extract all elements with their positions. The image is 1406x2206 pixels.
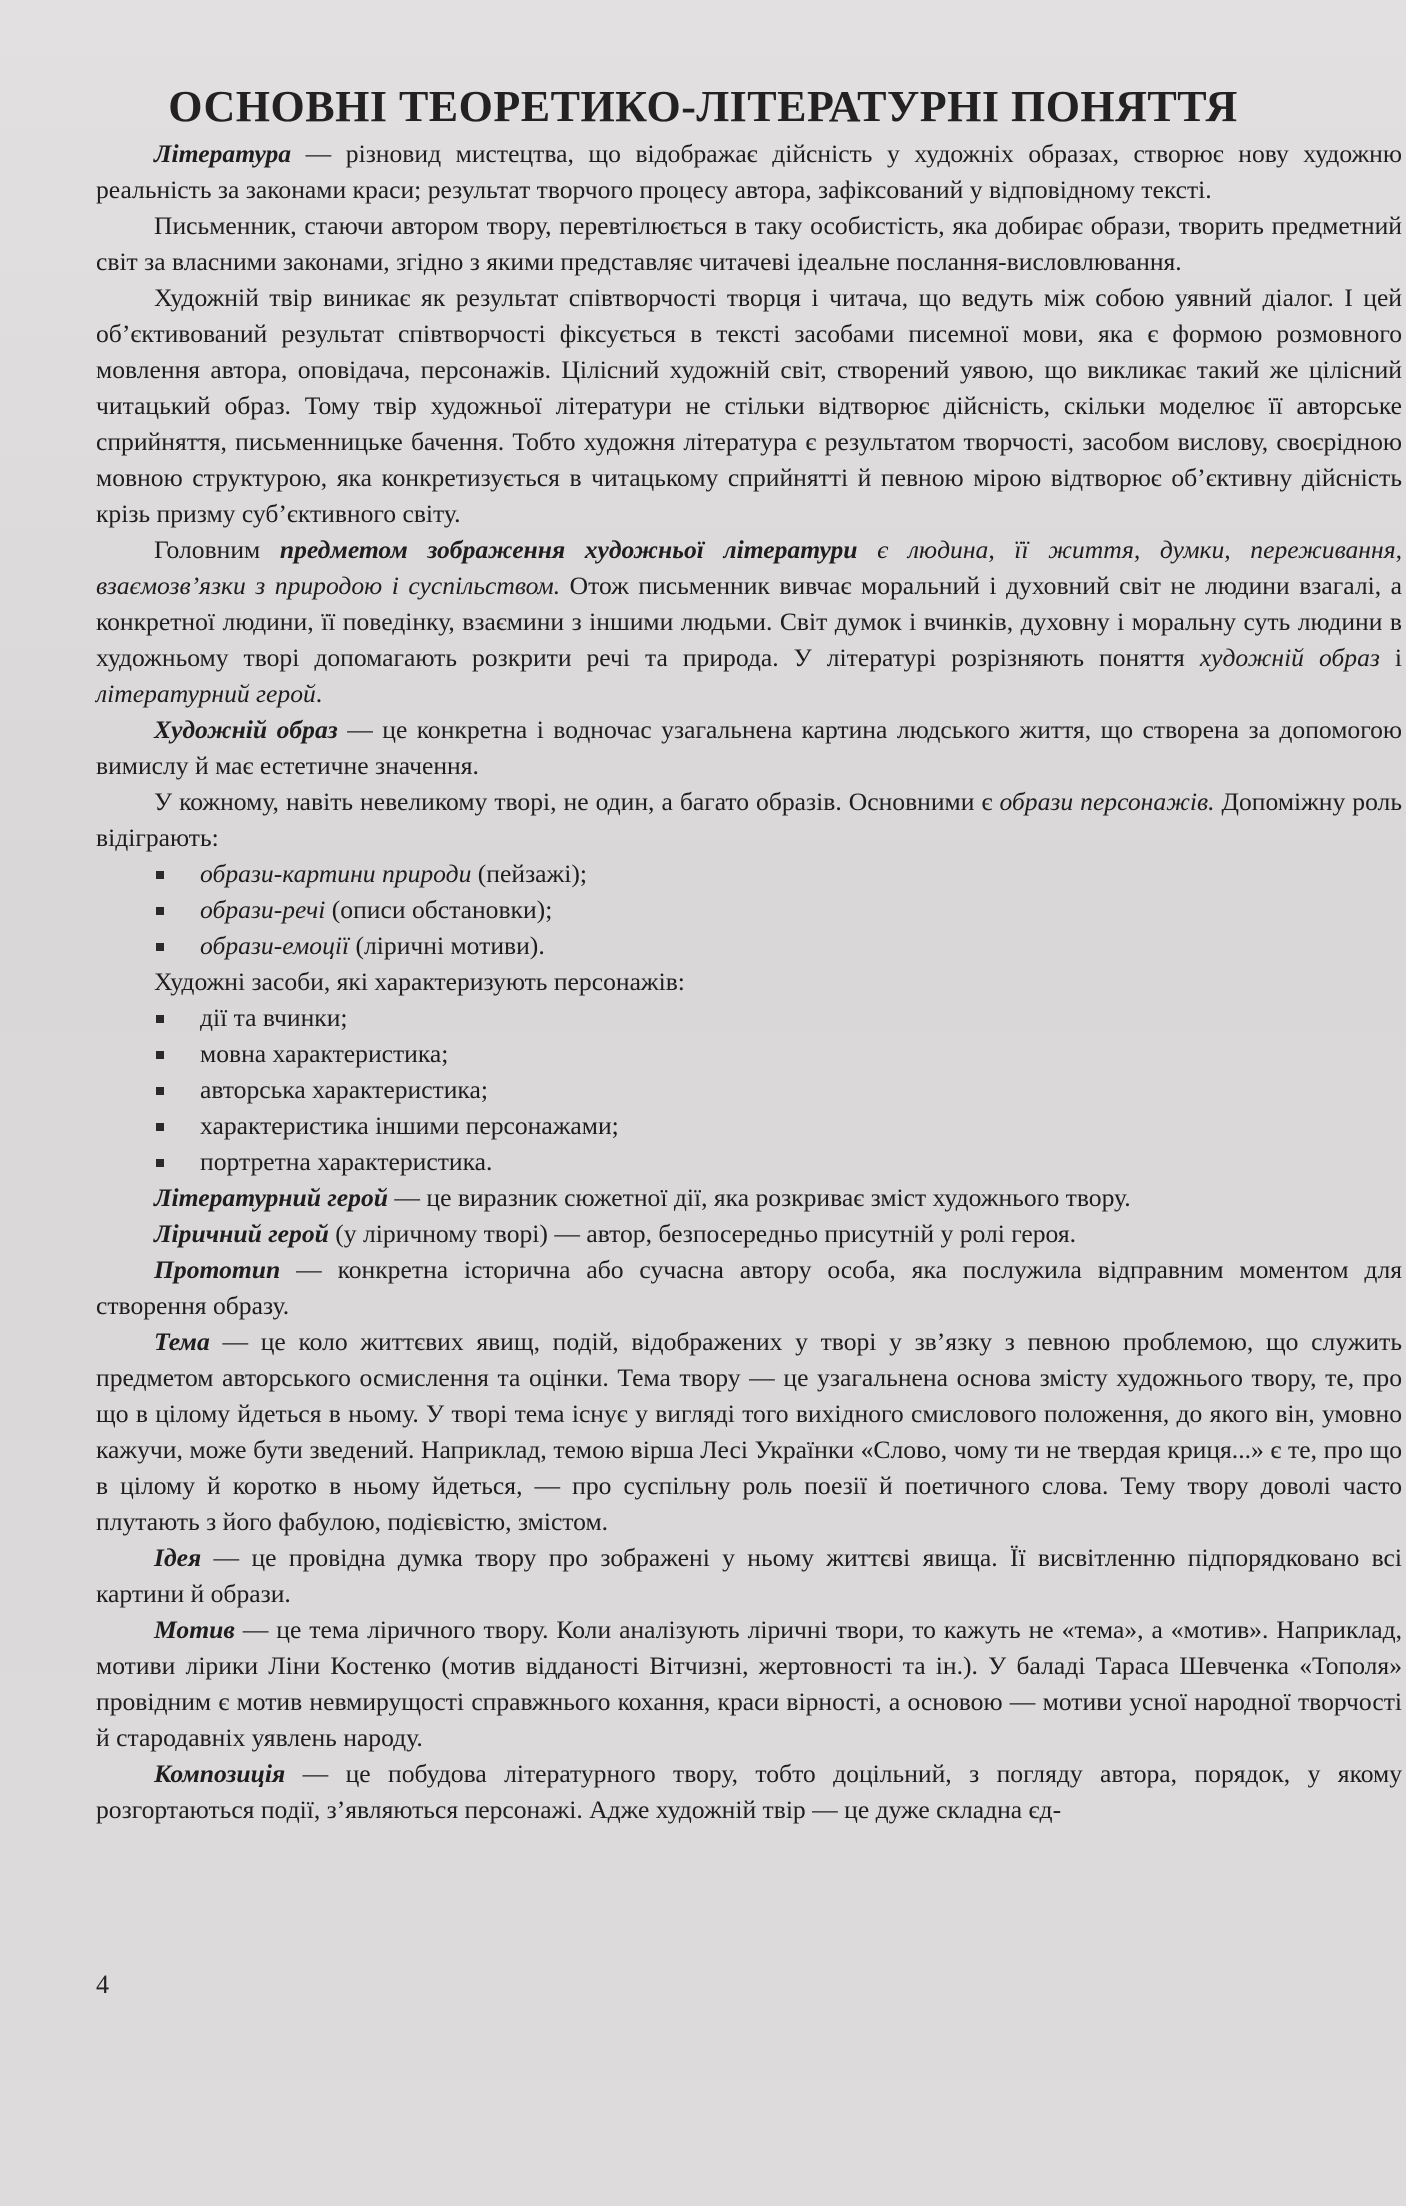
term-theme: Тема: [154, 1327, 210, 1356]
paragraph-theme: Тема — це коло життєвих явищ, подій, відображених у творі у зв’язку з певною проблемою, що служить предметом авторського осмислення та оцінки. Тема твору — це узагальнена основа змісту художнього твору, те, про що в цілому йдеться в ньому. У творі тема існує у вигляді того вихідного смислового положення, до якого він, умовно кажучи, може бути зведений. Наприклад, темою вірша Лесі Українки «Слово, чому ти не твердая криця...» є те, про що в цілому й коротко в ньому йдеться, — про суспільну роль поезії й поетичного слова. Тему твору доволі часто плутають з його фабулою, подієвістю, змістом.: [96, 1327, 1402, 1536]
term-composition: Композиція: [154, 1759, 286, 1788]
list-item: дії та вчинки;: [154, 1000, 1402, 1036]
list-item: образи-емоції (ліричні мотиви).: [154, 928, 1402, 964]
paragraph-composition: Композиція — це побудова літературного твору, тобто доцільний, з погляду автора, порядок, у якому розгортаються події, з’являються персонажі. Адже художній твір — це дуже складна єд-: [96, 1759, 1402, 1824]
definition-literature: — різновид мистецтва, що відображає дійсність у художніх образах, створює нову художню реальність за законами краси; результат творчого процесу автора, зафіксований у відповідному тексті.: [96, 139, 1402, 204]
paragraph-prototype: Прототип — конкретна історична або сучасна автору особа, яка послужила відправним моментом для створення образу.: [96, 1255, 1402, 1320]
term-artistic-image: Художній образ: [154, 715, 338, 744]
term-literature: Література: [154, 139, 292, 168]
term-literary-hero: Літературний герой: [154, 1183, 388, 1212]
term-subject: предметом зображення художньої літератури: [279, 535, 858, 564]
page-number: 4: [96, 1970, 109, 1999]
list-item: образи-картини природи (пейзажі);: [154, 856, 1402, 892]
term-motif: Мотив: [154, 1615, 235, 1644]
paragraph-motif: Мотив — це тема ліричного твору. Коли аналізують ліричні твори, то кажуть не «тема», а «мотив». Наприклад, мотиви лірики Ліни Костенко (мотив відданості Вітчизні, жертовності та ін.). У баладі Тараса Шевченка «Тополя» провідним є мотив невмирущості справжнього кохання, краси вірності, а основою — мотиви усної народної творчості й стародавніх уявлень народу.: [96, 1615, 1402, 1752]
list-item: образи-речі (описи обстановки);: [154, 892, 1402, 928]
character-means-list: [96, 1000, 1402, 1180]
term-lyrical-hero: Ліричний герой: [154, 1219, 329, 1248]
paragraph-artwork: Художній твір виникає як результат співтворчості творця і читача, що ведуть між собою уявний діалог. І цей об’єктивований результат співтворчості фіксується в тексті засобами писемної мови, яка є формою розмовного мовлення автора, оповідача, персонажів. Цілісний художній світ, створений уявою, що викликає такий же цілісний читацький образ. Тому твір художньої літератури не стільки відтворює дійсність, скільки моделює її авторське сприйняття, письменницьке бачення. Тобто художня література є результатом творчості, засобом вислову, своєрідною мовною структурою, яка конкретизується в читацькому сприйнятті й певною мірою відтворює об’єктивну дійсність крізь призму суб’єктивного світу.: [96, 283, 1402, 528]
auxiliary-images-list: [96, 856, 1402, 964]
paragraph-writer: Письменник, стаючи автором твору, перевтілюється в таку особистість, яка добирає образи, творить предметний світ за власними законами, згідно з якими представляє читачеві ідеальне послання-висловлювання.: [96, 211, 1402, 276]
term-prototype: Прототип: [154, 1255, 281, 1284]
list-item: авторська характеристика;: [154, 1072, 1402, 1108]
paragraph-literature: [96, 136, 1402, 208]
paragraph-images: У кожному, навіть невеликому творі, не один, а багато образів. Основними є образи персонажів. Допоміжну роль відіграють:: [96, 787, 1403, 852]
list-item: мовна характеристика;: [154, 1036, 1402, 1072]
paragraph-lyrical-hero: Ліричний герой (у ліричному творі) — автор, безпосередньо присутній у ролі героя.: [154, 1219, 1077, 1248]
paragraph-artistic-image: Художній образ — це конкретна і водночас узагальнена картина людського життя, що створена за допомогою вимислу й має естетичне значення.: [96, 715, 1402, 780]
paragraph-subject: Головним предметом зображення художньої літератури є людина, її життя, думки, переживання, взаємозв’язки з природою і суспільством. Отож письменник вивчає моральний і духовний світ не людини взагалі, а конкретної людини, її поведінку, взаємини з іншими людьми. Світ думок і вчинків, духовну і моральну суть людини в художньому творі допомагають розкрити речі та природа. У літературі розрізняють поняття художній образ і літературний герой.: [96, 535, 1402, 708]
paragraph-literary-hero: Літературний герой — це виразник сюжетної дії, яка розкриває зміст художнього твору.: [154, 1183, 1131, 1212]
list-item: характеристика іншими персонажами;: [154, 1108, 1402, 1144]
page-title: ОСНОВНІ ТЕОРЕТИКО-ЛІТЕРАТУРНІ ПОНЯТТЯ: [168, 82, 1238, 132]
page-body: [96, 136, 1402, 1828]
term-idea: Ідея: [154, 1543, 202, 1572]
paragraph-idea: Ідея — це провідна думка твору про зображені у ньому життєві явища. Її висвітленню підпорядковано всі картини й образи.: [96, 1543, 1402, 1608]
paragraph-means: Художні засоби, які характеризують персонажів:: [154, 967, 685, 996]
list-item: портретна характеристика.: [154, 1144, 1402, 1180]
